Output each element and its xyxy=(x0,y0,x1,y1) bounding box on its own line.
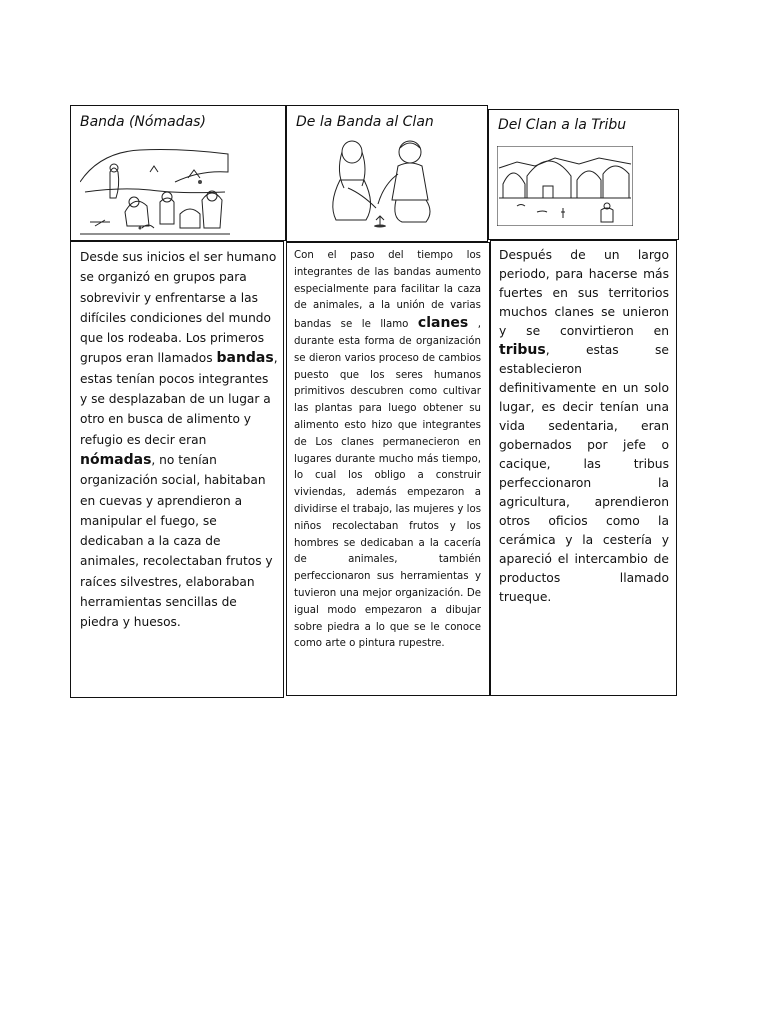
two-people-planting-illustration xyxy=(318,138,448,228)
body-text-banda xyxy=(80,247,278,633)
keyword-bandas: bandas xyxy=(216,350,274,367)
text-run: , durante esta forma de organización se dieron varios proceso de cambios puesto que los seres humanos primitivos descubren como cultivar las plantas para luego obtener su alimento esto hizo que integrantes de Los clanes permanecieron en lugares durante mucho más tiempo, lo cual los obligo a construir viviendas, además empezaron a dividirse el trabajo, las mujeres y los niños recolectaban frutos y los hombres se dedicaban a la cacería de animales, también perfeccionaron sus herramientas y tuvieron una mejor organización. De igual modo empezaron a dibujar sobre piedra a lo que se le conoce como arte o pintura rupestre. xyxy=(294,319,482,650)
title-clan: De la Banda al Clan xyxy=(296,114,434,130)
text-run: Con el paso del tiempo los integrantes de las bandas aumento especialmente para facilitar la caza de animales, a la unión de varias bandas se le llamo xyxy=(294,250,481,331)
title-banda: Banda (Nómadas) xyxy=(80,114,206,130)
title-tribu: Del Clan a la Tribu xyxy=(498,117,627,133)
village-huts-illustration xyxy=(497,146,633,226)
keyword-tribus: tribus xyxy=(499,342,546,358)
band-camp-illustration xyxy=(80,142,230,238)
body-text-tribu xyxy=(499,246,669,607)
body-text-clan xyxy=(294,248,481,653)
text-run: , no tenían organización social, habitaban en cuevas y aprendieron a manipular el fuego, se dedicaban a la caza de animales, recolectaban frutos y raíces silvestres, elaboraban herramientas sencillas de piedra y huesos. xyxy=(80,452,273,630)
keyword-nomadas: nómadas xyxy=(80,451,152,468)
text-run: Desde sus inicios el ser humano se organizó en grupos para sobrevivir y enfrentarse a las difíciles condiciones del mundo que los rodeaba. Los primeros grupos eran llamados xyxy=(80,250,277,366)
text-run: , estas se establecieron definitivamente en un solo lugar, es decir tenían una vida sedentaria, eran gobernados por jefe o cacique, las tribus perfeccionaron la agricultura, aprendieron otros oficios como la cerámica y la cestería y apareció el intercambio de productos llamado trueque. xyxy=(499,343,669,604)
text-run: , estas tenían pocos integrantes y se desplazaban de un lugar a otro en busca de alimento y refugio es decir eran xyxy=(80,351,278,447)
text-run: Después de un largo periodo, para hacerse más fuertes en sus territorios muchos clanes se unieron y se convirtieron en xyxy=(499,248,669,338)
keyword-clanes: clanes xyxy=(417,315,469,332)
